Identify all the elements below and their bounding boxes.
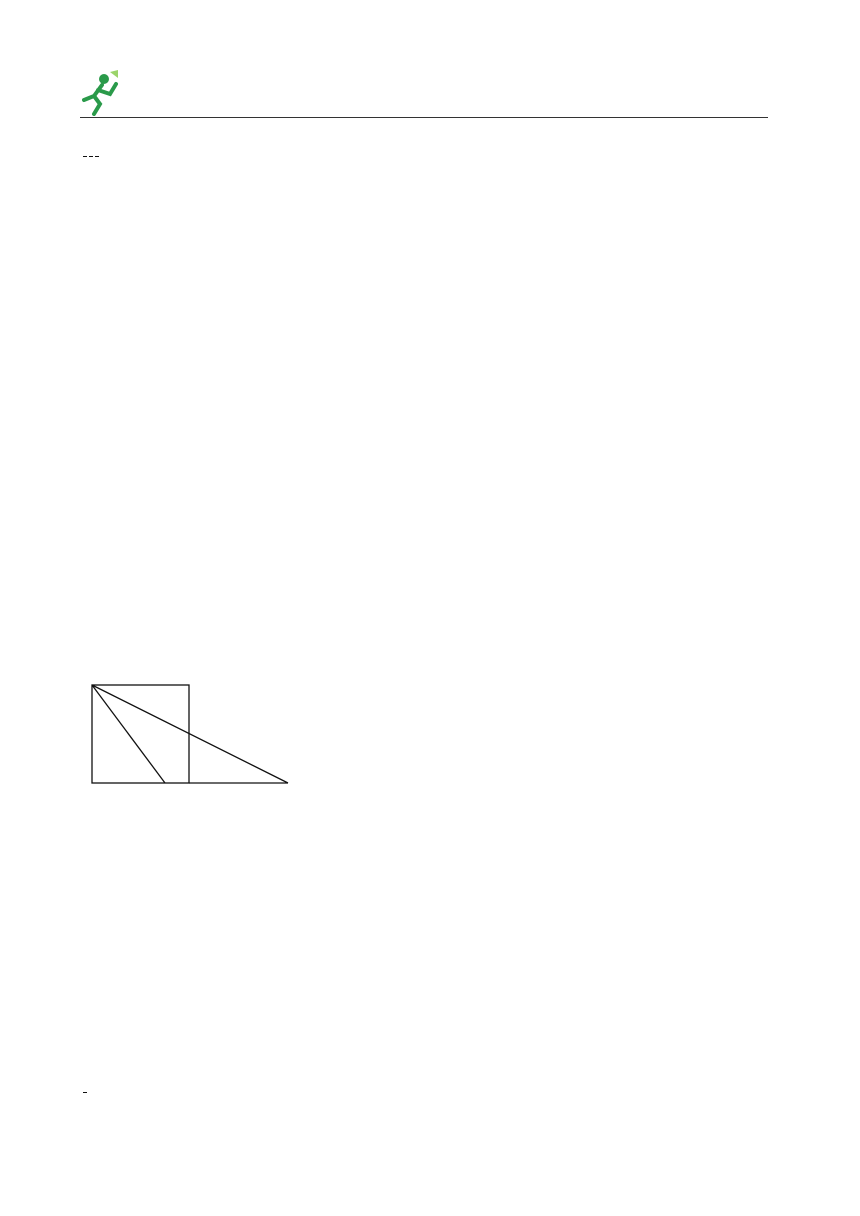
q18-fraction-3 xyxy=(95,156,99,157)
segment-ae xyxy=(92,685,165,783)
site-logo xyxy=(80,70,250,118)
runner-logo-icon xyxy=(80,70,120,116)
segment-af xyxy=(92,685,288,783)
q21-fraction xyxy=(83,1092,87,1093)
q18-fraction-1 xyxy=(83,156,87,157)
header-divider xyxy=(80,117,768,118)
square-abcd xyxy=(92,685,189,783)
q18-fraction-2 xyxy=(89,156,93,157)
q19-grid-figures xyxy=(0,352,860,512)
q21-line-9 xyxy=(82,1082,88,1102)
question-18 xyxy=(82,146,100,166)
q20-square-figure xyxy=(0,668,860,808)
